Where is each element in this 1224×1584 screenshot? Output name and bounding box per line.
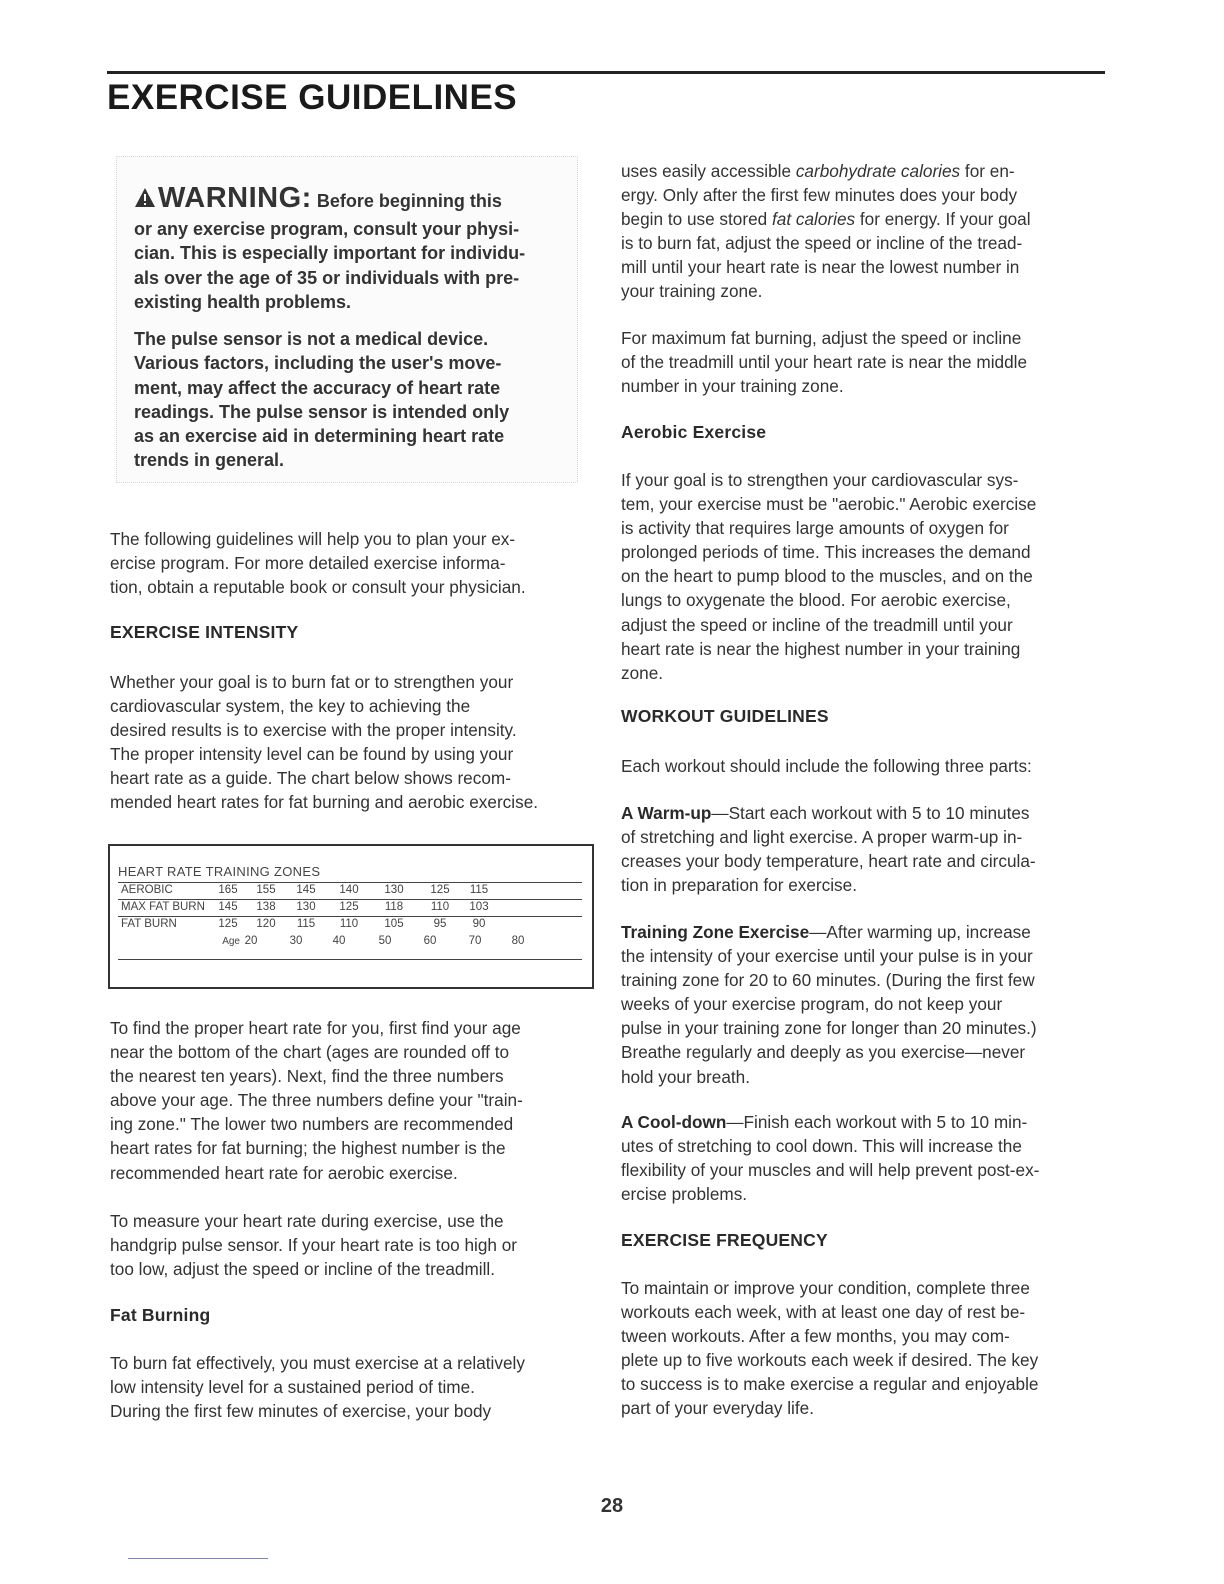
text-line: tween workouts. After a few months, you may com-: [621, 1326, 1010, 1347]
notice-line: Various factors, including the user's move-: [134, 353, 502, 374]
cell: 140: [339, 884, 359, 896]
text-line: to success is to make exercise a regular and enjoyable: [621, 1374, 1039, 1395]
intensity-paragraph: [110, 670, 596, 815]
page-number: 28: [600, 1495, 624, 1517]
exercise-frequency-heading: EXERCISE FREQUENCY: [621, 1230, 828, 1250]
warning-paragraph: [134, 179, 564, 314]
heart-rate-table: [108, 844, 594, 989]
text-line: on the heart to pump blood to the muscles, and on the: [621, 566, 1033, 587]
text-line: utes of stretching to cool down. This will increase the: [621, 1136, 1022, 1157]
text-line: ergy. Only after the first few minutes does your body: [621, 185, 1018, 206]
text-line: recommended heart rate for aerobic exercise.: [110, 1162, 458, 1183]
text-line: adjust the speed or incline of the treadmill until your: [621, 614, 1013, 635]
cell: 30: [289, 935, 303, 947]
cell: 155: [256, 884, 276, 896]
text-line: ing zone." The lower two numbers are recommended: [110, 1114, 514, 1135]
text-line: To burn fat effectively, you must exercise at a relatively: [110, 1353, 525, 1373]
text-line: hold your breath.: [621, 1066, 750, 1087]
text-run: uses easily accessible: [621, 161, 796, 181]
find-rate-paragraph: [110, 1016, 596, 1185]
text-line: tion in preparation for exercise.: [621, 875, 857, 896]
text-run: —Finish each workout with 5 to 10 min-: [726, 1112, 1028, 1132]
table-row-aerobic: [118, 882, 582, 898]
table-row-max-fat-burn: [118, 899, 582, 915]
cell: 115: [469, 884, 489, 896]
aerobic-paragraph: [621, 468, 1106, 685]
text-run: —After warming up, increase: [809, 922, 1031, 942]
warning-label: WARNING:: [158, 182, 312, 214]
text-line: If your goal is to strengthen your cardiovascular sys-: [621, 470, 1019, 490]
text-line: [621, 801, 1106, 825]
text-line: is to burn fat, adjust the speed or incline of the tread-: [621, 233, 1023, 254]
text-line: cardiovascular system, the key to achieving the: [110, 696, 471, 717]
text-line: desired results is to exercise with the proper intensity.: [110, 720, 517, 741]
text-line: mended heart rates for fat burning and aerobic exercise.: [110, 792, 539, 813]
text-line: For maximum fat burning, adjust the speed or incline: [621, 328, 1022, 348]
row-label: AEROBIC: [121, 884, 173, 896]
cell: 40: [332, 935, 346, 947]
text-line: To measure your heart rate during exercise, use the: [110, 1211, 504, 1231]
text-line: the nearest ten years). Next, find the three numbers: [110, 1066, 504, 1087]
table-row-fat-burn: [118, 916, 582, 932]
notice-line: The pulse sensor is not a medical device.: [134, 329, 489, 349]
text-line: above your age. The three numbers define your "train-: [110, 1090, 523, 1111]
cell: 125: [430, 884, 450, 896]
warning-box: [116, 156, 578, 483]
text-line: ercise problems.: [621, 1184, 748, 1205]
aerobic-exercise-heading: Aerobic Exercise: [621, 422, 767, 442]
warning-line: or any exercise program, consult your physi-: [134, 219, 520, 239]
workout-intro: Each workout should include the following three parts:: [621, 756, 1032, 776]
text-line: lungs to oxygenate the blood. For aerobic exercise,: [621, 590, 1011, 611]
max-fat-paragraph: [621, 326, 1106, 398]
cooldown-paragraph: [621, 1110, 1106, 1206]
text-line: [621, 207, 1106, 231]
notice-line: readings. The pulse sensor is intended only: [134, 401, 510, 422]
text-line: training zone for 20 to 60 minutes. (During the first few: [621, 970, 1035, 991]
text-line: Breathe regularly and deeply as you exercise—never: [621, 1042, 1026, 1063]
warning-line: als over the age of 35 or individuals with pre-: [134, 267, 520, 288]
text-run: for en-: [960, 161, 1015, 181]
text-run: —Start each workout with 5 to 10 minutes: [711, 803, 1030, 823]
text-line: of the treadmill until your heart rate is near the middle: [621, 352, 1028, 373]
text-line: prolonged periods of time. This increases the demand: [621, 542, 1031, 563]
notice-line: trends in general.: [134, 450, 285, 471]
frequency-paragraph: [621, 1276, 1106, 1421]
cell: 103: [469, 901, 489, 913]
cell: 115: [296, 918, 316, 930]
warmup-label: A Warm-up: [621, 803, 712, 823]
text-line: During the first few minutes of exercise, your body: [110, 1401, 492, 1422]
page-title: EXERCISE GUIDELINES: [107, 78, 518, 117]
cell: 105: [384, 918, 404, 930]
pulse-sensor-notice: [134, 327, 564, 473]
warning-line: existing health problems.: [134, 291, 352, 312]
text-line: [621, 159, 1106, 183]
cell: 90: [472, 918, 486, 930]
text-line: too low, adjust the speed or incline of the treadmill.: [110, 1259, 496, 1280]
text-line: [621, 1110, 1106, 1134]
text-line: heart rate is near the highest number in your training: [621, 638, 1021, 659]
intro-paragraph: [110, 527, 596, 599]
cell: 145: [296, 884, 316, 896]
text-line: weeks of your exercise program, do not keep your: [621, 994, 1003, 1015]
text-line: The following guidelines will help you to plan your ex-: [110, 529, 516, 549]
text-line: near the bottom of the chart (ages are rounded off to: [110, 1042, 510, 1063]
fat-burning-continued: [621, 159, 1106, 304]
text-line: creases your body temperature, heart rate and circula-: [621, 851, 1036, 872]
text-line: [621, 920, 1106, 944]
text-line: To maintain or improve your condition, complete three: [621, 1278, 1030, 1298]
cell: 125: [339, 901, 359, 913]
fat-burning-heading: Fat Burning: [110, 1305, 211, 1325]
cooldown-label: A Cool-down: [621, 1112, 727, 1132]
cell: 130: [296, 901, 316, 913]
text-line: of stretching and light exercise. A proper warm-up in-: [621, 827, 1023, 848]
notice-line: as an exercise aid in determining heart rate: [134, 426, 505, 447]
text-line: plete up to five workouts each week if desired. The key: [621, 1350, 1039, 1371]
cell: 20: [244, 935, 258, 947]
fat-burning-paragraph: [110, 1351, 596, 1423]
cell: 165: [218, 884, 238, 896]
text-line: part of your everyday life.: [621, 1398, 814, 1419]
text-line: handgrip pulse sensor. If your heart rate is too high or: [110, 1235, 518, 1256]
warning-line: Before beginning this: [316, 191, 502, 211]
text-run: for energy. If your goal: [855, 209, 1031, 230]
text-line: flexibility of your muscles and will help prevent post-ex-: [621, 1160, 1040, 1181]
text-line: low intensity level for a sustained period of time.: [110, 1377, 475, 1398]
text-line: heart rate as a guide. The chart below shows recom-: [110, 768, 511, 789]
workout-guidelines-heading: WORKOUT GUIDELINES: [621, 706, 829, 726]
cell: 80: [511, 935, 525, 947]
warning-first-line: [134, 179, 564, 217]
cell: 125: [218, 918, 238, 930]
cell: 50: [378, 935, 392, 947]
training-zone-label: Training Zone Exercise: [621, 922, 810, 942]
text-line: tion, obtain a reputable book or consult your physician.: [110, 577, 526, 598]
row-label: MAX FAT BURN: [121, 901, 205, 913]
text-line: your training zone.: [621, 281, 763, 302]
table-row-age: [118, 934, 582, 949]
warning-line: cian. This is especially important for individu-: [134, 243, 526, 264]
footer-line: [128, 1558, 268, 1559]
text-line: ercise program. For more detailed exercise informa-: [110, 553, 506, 574]
cell: 120: [256, 918, 276, 930]
cell: 145: [218, 901, 238, 913]
text-line: Whether your goal is to burn fat or to strengthen your: [110, 672, 514, 692]
text-line: tem, your exercise must be "aerobic." Aerobic exercise: [621, 494, 1037, 515]
text-run: begin to use stored: [621, 209, 772, 230]
cell: 70: [468, 935, 482, 947]
notice-line: ment, may affect the accuracy of heart rate: [134, 377, 501, 398]
age-label: Age: [222, 936, 240, 947]
exercise-intensity-heading: EXERCISE INTENSITY: [110, 622, 299, 642]
text-line: zone.: [621, 662, 664, 683]
cell: 110: [339, 918, 359, 930]
cell: 138: [256, 901, 276, 913]
cell: 95: [433, 918, 447, 930]
text-line: mill until your heart rate is near the lowest number in: [621, 257, 1020, 278]
text-line: is activity that requires large amounts of oxygen for: [621, 518, 1009, 539]
emphasis-text: carbohydrate calories: [795, 161, 961, 181]
table-title: HEART RATE TRAINING ZONES: [118, 864, 321, 879]
warmup-paragraph: [621, 801, 1106, 897]
emphasis-text: fat calories: [771, 209, 856, 230]
cell: 60: [423, 935, 437, 947]
text-line: number in your training zone.: [621, 376, 844, 397]
table-divider: [118, 959, 582, 960]
cell: 110: [430, 901, 450, 913]
text-line: workouts each week, with at least one day of rest be-: [621, 1302, 1026, 1323]
text-line: heart rates for fat burning; the highest number is the: [110, 1138, 506, 1159]
text-line: To find the proper heart rate for you, first find your age: [110, 1018, 521, 1038]
row-label: FAT BURN: [121, 918, 177, 930]
cell: 130: [384, 884, 404, 896]
text-line: pulse in your training zone for longer than 20 minutes.): [621, 1018, 1037, 1039]
measure-paragraph: [110, 1209, 596, 1281]
cell: 118: [384, 901, 404, 913]
top-rule: [107, 71, 1105, 74]
text-line: the intensity of your exercise until your pulse is in your: [621, 946, 1033, 967]
text-line: The proper intensity level can be found by using your: [110, 744, 514, 765]
training-zone-paragraph: [621, 920, 1106, 1089]
